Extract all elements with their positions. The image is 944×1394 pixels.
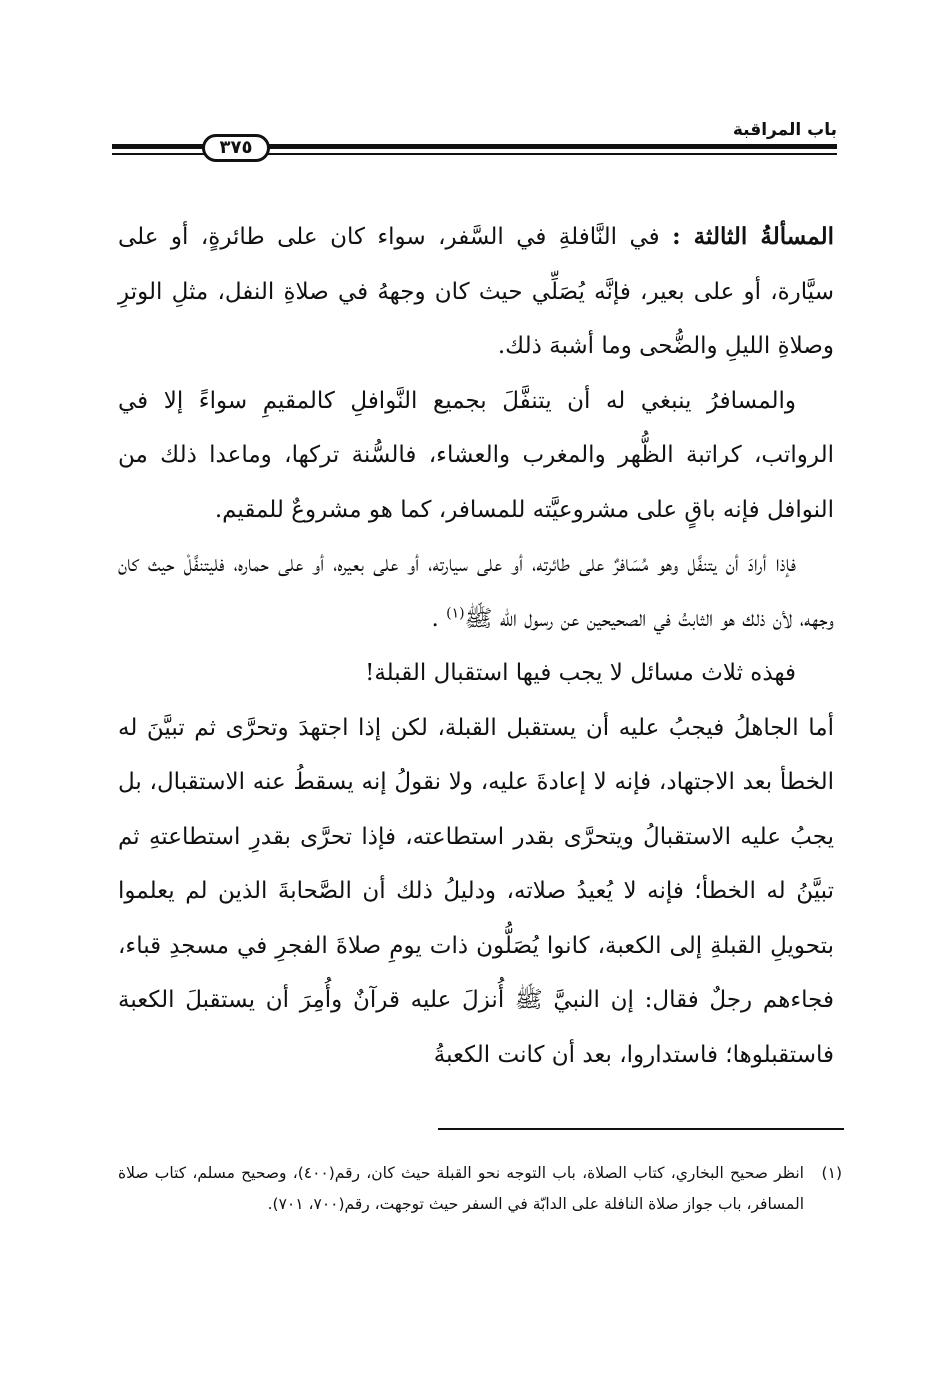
page-header bbox=[112, 112, 837, 172]
chapter-title: باب المراقبة bbox=[732, 120, 837, 140]
footnotes bbox=[118, 1158, 842, 1220]
paragraph-text: والمسافرُ ينبغي له أن يتنفَّلَ بجميع النَّوافلِ كالمقيمِ سواءً إلا في الرواتب، كراتبة الظُّهر والمغرب والعشاء، فالسُّنة تركها، وماعدا ذلك من النوافل فإنه باقٍ على مشروعيَّته للمسافر، كما هو مشروعٌ للمقيم. bbox=[118, 387, 834, 523]
paragraph-riding-prayer bbox=[118, 537, 834, 646]
paragraph-text: فإذا أرادَ أن يتنفَّل وهو مُسَافرٌ على طائرته، أو على سيارته، أو على بعيره، أو على حماره، فليتنفَّلْ حيث كان وجهه، لأن ذلك هو الثابتُ في الصحيحين عن رسول الله ﷺ bbox=[118, 551, 834, 632]
paragraph-ignorant-case bbox=[118, 701, 834, 1083]
body-text bbox=[118, 210, 834, 1082]
paragraph-text: أما الجاهلُ فيجبُ عليه أن يستقبل القبلة، لكن إذا اجتهدَ وتحرَّى ثم تبيَّنَ له الخطأ بعد الاجتهاد، فإنه لا إعادةَ عليه، ولا نقولُ إنه يسقطُ عنه الاستقبال، بل يجبُ عليه الاستقبالُ ويتحرَّى بقدر استطاعته، فإذا تحرَّى بقدرِ استطاعتهِ ثم تبيَّنُ له الخطأ؛ فإنه لا يُعيدُ صلاته، ودليلُ ذلك أن الصَّحابةَ الذين لم يعلموا بتحويلِ القبلةِ إلى الكعبة، كانوا يُصَلُّون ذات يومِ صلاةَ الفجرِ في مسجدِ قباء، فجاءهم رجلٌ فقال: إن النبيَّ ﷺ أُنزلَ عليه قرآنٌ وأُمِرَ أن يستقبلَ الكعبة فاستقبلوها؛ فاستداروا، بعد أن كانت الكعبةُ bbox=[118, 714, 834, 1068]
footnote-item bbox=[118, 1158, 842, 1220]
paragraph-text: فهذه ثلاث مسائل لا يجب فيها استقبال القبلة! bbox=[365, 660, 796, 686]
issue-title: المسألةُ الثالثة : bbox=[672, 223, 834, 250]
page-number: ٣٧٥ bbox=[202, 134, 270, 162]
paragraph-traveler-nawafil bbox=[118, 374, 834, 538]
paragraph-issue-three bbox=[118, 210, 834, 374]
footnote-reference: (١) bbox=[446, 604, 465, 621]
paragraph-summary bbox=[118, 646, 834, 701]
footnote-marker: (١) bbox=[821, 1164, 842, 1182]
footnote-text: انظر صحيح البخاري، كتاب الصلاة، باب التوجه نحو القبلة حيث كان، رقم(٤٠٠)، وصحيح مسلم، كتاب صلاة المسافر، باب جواز صلاة النافلة على الدابّة في السفر حيث توجهت، رقم(٧٠٠، ٧٠١). bbox=[118, 1164, 804, 1213]
paragraph-text: في النَّافلةِ في السَّفر، سواء كان على طائرةٍ، أو على سيَّارة، أو على بعير، فإنَّه يُصَلِّي حيث كان وجههُ في صلاةِ النفل، مثلِ الوترِ وصلاةِ الليلِ والضُّحى وما أشبهَ ذلك. bbox=[118, 224, 834, 359]
paragraph-end-mark: . bbox=[431, 605, 439, 632]
footnote-separator bbox=[438, 1128, 844, 1130]
